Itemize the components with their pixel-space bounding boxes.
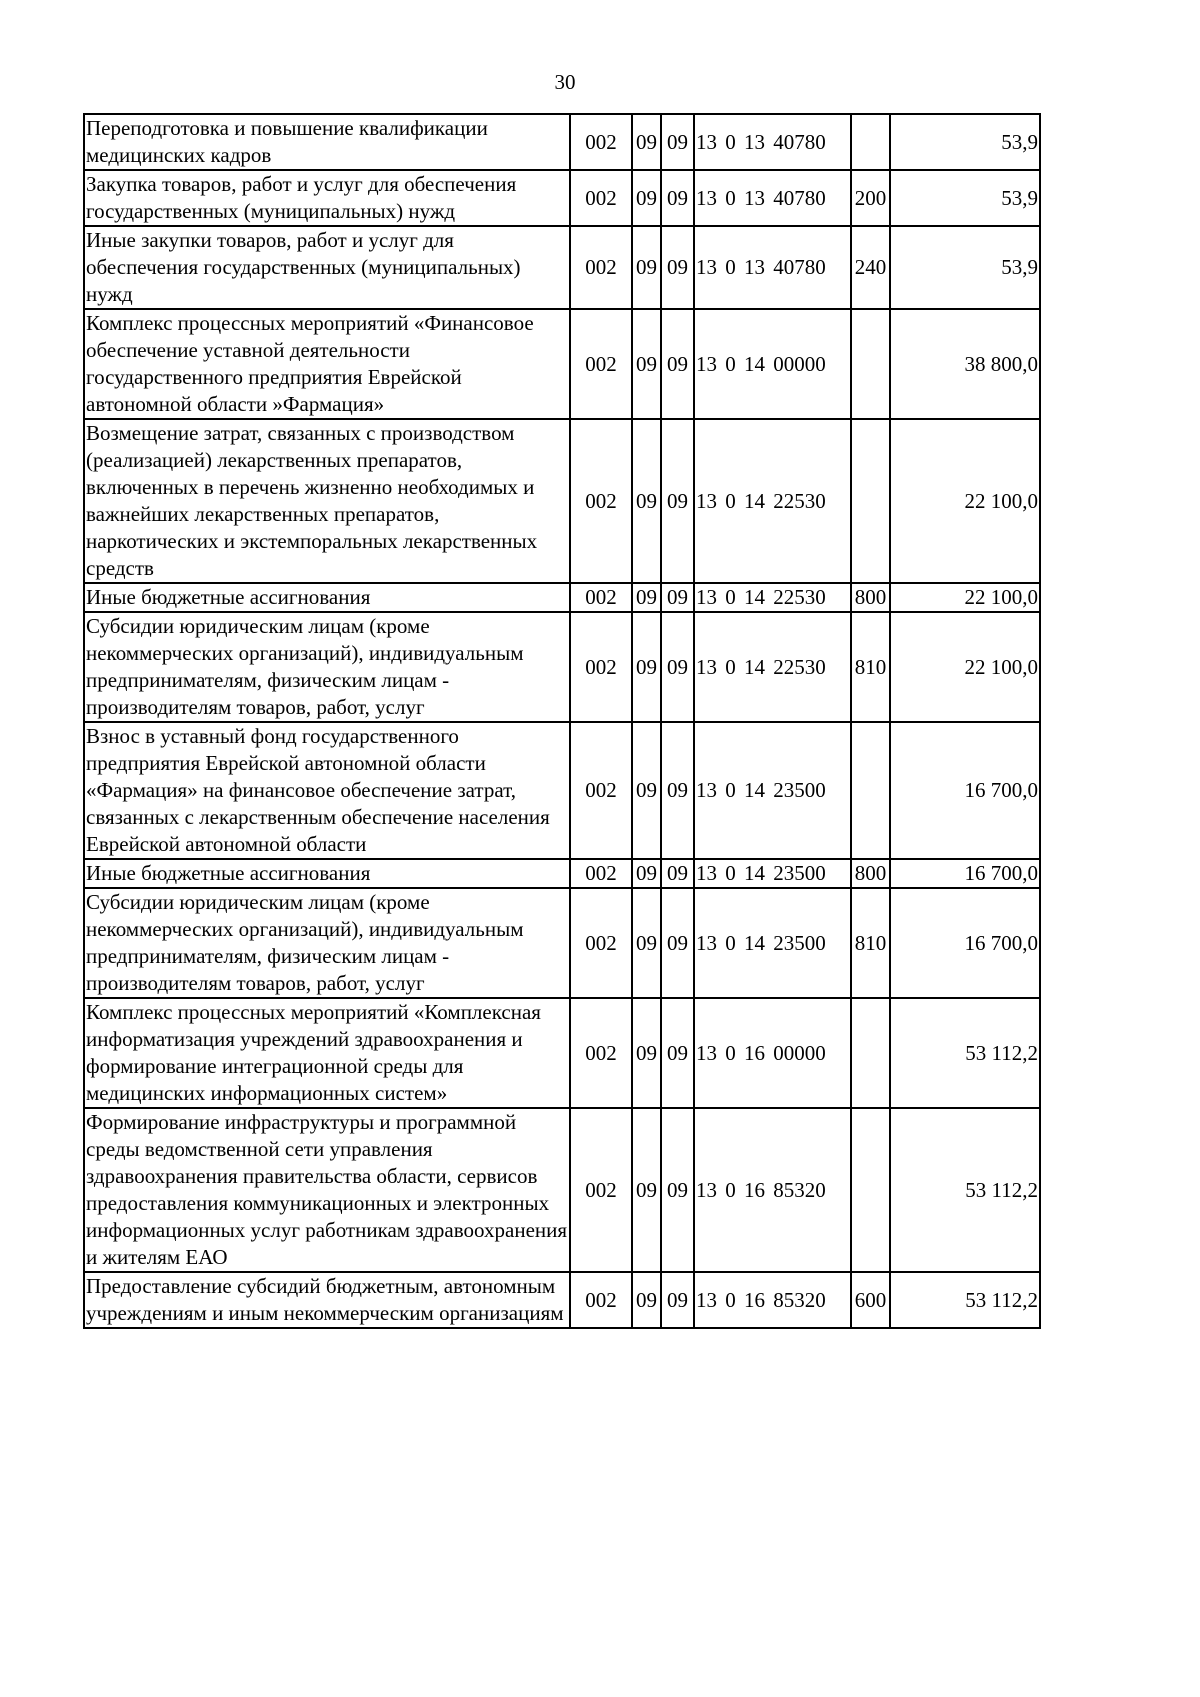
row-name: Комплекс процессных мероприятий «Комплексная информатизация учреждений здравоохранения и формирование интеграционной среды для медицинских информационных систем» [84, 998, 570, 1108]
subsection-code: 09 [661, 612, 694, 722]
section-code: 09 [632, 309, 661, 419]
row-name: Взнос в уставный фонд государственного предприятия Еврейской автономной области «Фармация» на финансовое обеспечение затрат, связанных с лекарственным обеспечение населения Еврейской автономной области [84, 722, 570, 859]
row-name: Иные закупки товаров, работ и услуг для обеспечения государственных (муниципальных) нужд [84, 226, 570, 309]
target-article-code: 13 0 13 40780 [694, 226, 851, 309]
target-article-code: 13 0 16 00000 [694, 998, 851, 1108]
subsection-code: 09 [661, 114, 694, 170]
subsection-code: 09 [661, 1108, 694, 1272]
section-code: 09 [632, 859, 661, 888]
target-article-code: 13 0 16 85320 [694, 1108, 851, 1272]
row-name: Субсидии юридическим лицам (кроме некоммерческих организаций), индивидуальным предпринимателям, физическим лицам - производителям товаров, работ, услуг [84, 612, 570, 722]
row-name: Субсидии юридическим лицам (кроме некоммерческих организаций), индивидуальным предпринимателям, физическим лицам - производителям товаров, работ, услуг [84, 888, 570, 998]
page-number: 30 [554, 70, 576, 94]
table-row [84, 612, 1040, 722]
row-name: Предоставление субсидий бюджетным, автономным учреждениям и иным некоммерческим организациям [84, 1272, 570, 1328]
amount-value: 22 100,0 [890, 419, 1040, 583]
ministry-code: 002 [570, 226, 632, 309]
expense-type-code [851, 309, 890, 419]
expense-type-code: 240 [851, 226, 890, 309]
subsection-code: 09 [661, 888, 694, 998]
table-row [84, 1272, 1040, 1328]
amount-value: 53,9 [890, 114, 1040, 170]
section-code: 09 [632, 1272, 661, 1328]
subsection-code: 09 [661, 998, 694, 1108]
subsection-code: 09 [661, 859, 694, 888]
table-row [84, 419, 1040, 583]
expense-type-code: 200 [851, 170, 890, 226]
amount-value: 38 800,0 [890, 309, 1040, 419]
ministry-code: 002 [570, 1272, 632, 1328]
row-name: Комплекс процессных мероприятий «Финансовое обеспечение уставной деятельности государственного предприятия Еврейской автономной области »Фармация» [84, 309, 570, 419]
target-article-code: 13 0 16 85320 [694, 1272, 851, 1328]
ministry-code: 002 [570, 859, 632, 888]
target-article-code: 13 0 14 23500 [694, 722, 851, 859]
target-article-code: 13 0 14 00000 [694, 309, 851, 419]
row-name: Формирование инфраструктуры и программной среды ведомственной сети управления здравоохранения правительства области, сервисов предоставления коммуникационных и электронных информационных услуг работникам здравоохранения и жителям ЕАО [84, 1108, 570, 1272]
target-article-code: 13 0 14 23500 [694, 888, 851, 998]
table-row [84, 1108, 1040, 1272]
expense-type-code [851, 722, 890, 859]
table-row [84, 583, 1040, 612]
subsection-code: 09 [661, 226, 694, 309]
ministry-code: 002 [570, 612, 632, 722]
subsection-code: 09 [661, 170, 694, 226]
amount-value: 53,9 [890, 226, 1040, 309]
table-row [84, 998, 1040, 1108]
table-row [84, 309, 1040, 419]
subsection-code: 09 [661, 583, 694, 612]
target-article-code: 13 0 13 40780 [694, 114, 851, 170]
ministry-code: 002 [570, 888, 632, 998]
table-row [84, 888, 1040, 998]
section-code: 09 [632, 170, 661, 226]
section-code: 09 [632, 888, 661, 998]
target-article-code: 13 0 14 23500 [694, 859, 851, 888]
target-article-code: 13 0 13 40780 [694, 170, 851, 226]
expense-type-code: 810 [851, 888, 890, 998]
section-code: 09 [632, 998, 661, 1108]
table-row [84, 226, 1040, 309]
row-name: Иные бюджетные ассигнования [84, 583, 570, 612]
expense-type-code [851, 1108, 890, 1272]
amount-value: 16 700,0 [890, 888, 1040, 998]
subsection-code: 09 [661, 1272, 694, 1328]
expense-type-code: 800 [851, 583, 890, 612]
section-code: 09 [632, 612, 661, 722]
amount-value: 53 112,2 [890, 1272, 1040, 1328]
expense-type-code [851, 114, 890, 170]
expense-type-code: 600 [851, 1272, 890, 1328]
row-name: Переподготовка и повышение квалификации медицинских кадров [84, 114, 570, 170]
ministry-code: 002 [570, 170, 632, 226]
section-code: 09 [632, 583, 661, 612]
row-name: Закупка товаров, работ и услуг для обеспечения государственных (муниципальных) нужд [84, 170, 570, 226]
table-row [84, 722, 1040, 859]
table-row [84, 859, 1040, 888]
amount-value: 53 112,2 [890, 998, 1040, 1108]
target-article-code: 13 0 14 22530 [694, 583, 851, 612]
ministry-code: 002 [570, 309, 632, 419]
ministry-code: 002 [570, 114, 632, 170]
section-code: 09 [632, 419, 661, 583]
section-code: 09 [632, 226, 661, 309]
section-code: 09 [632, 114, 661, 170]
amount-value: 16 700,0 [890, 859, 1040, 888]
subsection-code: 09 [661, 419, 694, 583]
amount-value: 22 100,0 [890, 583, 1040, 612]
amount-value: 22 100,0 [890, 612, 1040, 722]
expense-type-code [851, 998, 890, 1108]
amount-value: 53,9 [890, 170, 1040, 226]
section-code: 09 [632, 722, 661, 859]
ministry-code: 002 [570, 583, 632, 612]
row-name: Возмещение затрат, связанных с производством (реализацией) лекарственных препаратов, включенных в перечень жизненно необходимых и важнейших лекарственных препаратов, наркотических и экстемпоральных лекарственных средств [84, 419, 570, 583]
amount-value: 53 112,2 [890, 1108, 1040, 1272]
subsection-code: 09 [661, 309, 694, 419]
subsection-code: 09 [661, 722, 694, 859]
target-article-code: 13 0 14 22530 [694, 612, 851, 722]
section-code: 09 [632, 1108, 661, 1272]
expense-type-code: 810 [851, 612, 890, 722]
ministry-code: 002 [570, 722, 632, 859]
ministry-code: 002 [570, 419, 632, 583]
table-row [84, 170, 1040, 226]
table-row [84, 114, 1040, 170]
ministry-code: 002 [570, 1108, 632, 1272]
row-name: Иные бюджетные ассигнования [84, 859, 570, 888]
amount-value: 16 700,0 [890, 722, 1040, 859]
expense-type-code: 800 [851, 859, 890, 888]
budget-table [83, 113, 1041, 1329]
ministry-code: 002 [570, 998, 632, 1108]
expense-type-code [851, 419, 890, 583]
target-article-code: 13 0 14 22530 [694, 419, 851, 583]
